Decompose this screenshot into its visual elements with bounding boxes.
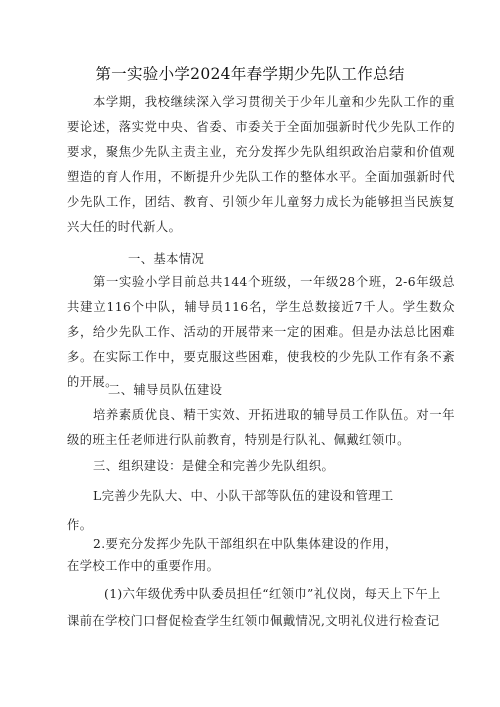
- section-1-heading: 一、基本情况: [128, 252, 205, 266]
- item-2-line-1: 2.要充分发挥少先队干部组织在中队集体建设的作用，: [93, 537, 398, 551]
- item-1-line-1: L完善少先队大、中、小队干部等队伍的建设和管理工: [93, 489, 394, 503]
- item-3-line-1: (1)六年级优秀中队委员担任“红领巾”礼仪岗，每天上下午上: [104, 587, 441, 601]
- section-3-heading: 三、组织建设：是健全和完善少先队组织。: [93, 459, 335, 473]
- item-2-line-2: 在学校工作中的重要作用。: [67, 559, 220, 573]
- item-3-line-2: 课前在学校门口督促检查学生红领巾佩戴情况,文明礼仪进行检查记: [67, 614, 440, 628]
- section-2-body: 培养素质优良、精干实效、开拓进取的辅导员工作队伍。对一年级的班主任老师进行队前教育，特别是行队礼、佩戴红领巾。: [67, 408, 455, 447]
- section-1-body: 第一实验小学目前总共144个班级，一年级28个班，2-6年级总共建立116个中队，辅导员116名，学生总数接近7千人。学生数众多，给少先队工作、活动的开展带来一定的困难。但是办法总比困难多。在实际工作中，要克服这些困难，使我校的少先队工作有条不紊的开展。: [67, 275, 455, 389]
- intro-paragraph: 本学期，我校继续深入学习贯彻关于少年儿童和少先队工作的重要论述，落实党中央、省委、市委关于全面加强新时代少先队工作的要求，聚焦少先队主责主业，充分发挥少先队组织政治启蒙和价值观塑造的育人作用，不断提升少先队工作的整体水平。全面加强新时代少先队工作，团结、教育、引领少年儿童努力成长为能够担当民族复兴大任的时代新人。: [67, 95, 455, 234]
- section-2-heading: 二、辅导员队伍建设: [108, 383, 223, 397]
- item-1-line-2: 作。: [67, 518, 93, 532]
- document-title: 第一实验小学2024年春学期少先队工作总结: [95, 65, 405, 83]
